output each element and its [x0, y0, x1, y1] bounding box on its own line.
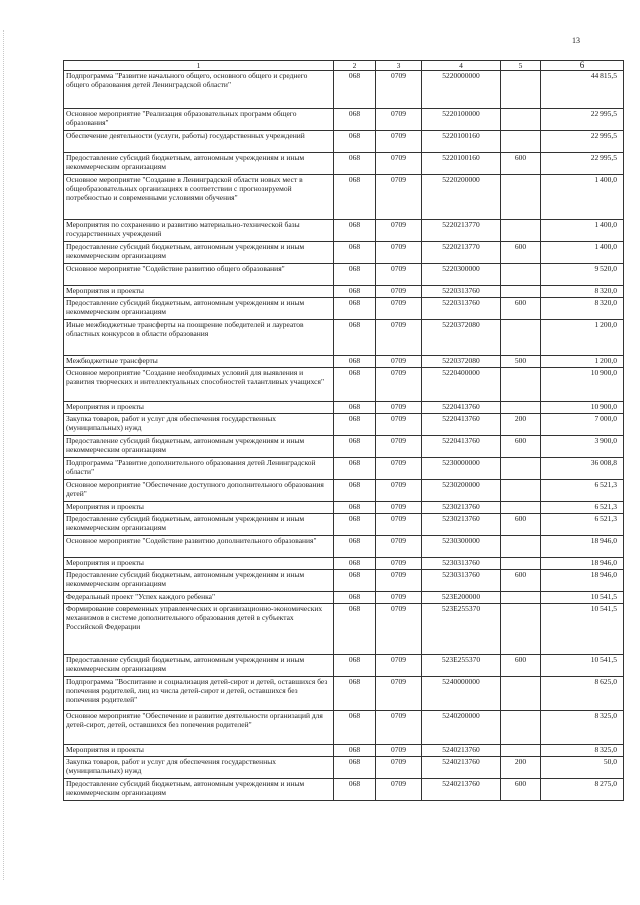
row-code-5: [501, 320, 541, 356]
row-code-3: 0709: [376, 558, 422, 570]
row-code-3: 0709: [376, 71, 422, 109]
row-code-2: 068: [334, 131, 376, 153]
table-row: [64, 320, 624, 356]
row-amount: 18 946,0: [541, 536, 624, 558]
row-code-2: 068: [334, 356, 376, 368]
row-code-4: 5220400000: [422, 368, 501, 402]
table-row: [64, 745, 624, 757]
row-code-4: 5220000000: [422, 71, 501, 109]
row-code-5: [501, 458, 541, 480]
table-row: [64, 220, 624, 242]
row-name: Иные межбюджетные трансферты на поощрение победителей и лауреатов областных конкурсов в области образования: [64, 320, 334, 356]
row-amount: 8 320,0: [541, 286, 624, 298]
row-amount: 8 325,0: [541, 745, 624, 757]
table-header-row: [64, 61, 624, 71]
header-col-3: 3: [376, 61, 422, 71]
row-amount: 3 900,0: [541, 436, 624, 458]
row-code-3: 0709: [376, 480, 422, 502]
row-name: Закупка товаров, работ и услуг для обеспечения государственных (муниципальных) нужд: [64, 757, 334, 779]
row-code-4: 5220313760: [422, 298, 501, 320]
row-code-5: [501, 264, 541, 286]
row-code-2: 068: [334, 711, 376, 745]
row-code-3: 0709: [376, 153, 422, 175]
row-code-3: 0709: [376, 592, 422, 604]
table-row: [64, 109, 624, 131]
row-amount: 10 541,5: [541, 592, 624, 604]
row-code-4: 5220100000: [422, 109, 501, 131]
row-code-3: 0709: [376, 356, 422, 368]
row-code-2: 068: [334, 502, 376, 514]
row-code-4: 5220372080: [422, 320, 501, 356]
row-amount: 9 520,0: [541, 264, 624, 286]
row-code-5: 600: [501, 570, 541, 592]
table-row: [64, 414, 624, 436]
row-name: Предоставление субсидий бюджетным, автономным учреждениям и иным некоммерческим организациям: [64, 514, 334, 536]
row-code-2: 068: [334, 264, 376, 286]
row-code-3: 0709: [376, 131, 422, 153]
row-amount: 8 320,0: [541, 298, 624, 320]
row-code-3: 0709: [376, 502, 422, 514]
row-code-5: [501, 109, 541, 131]
row-name: Предоставление субсидий бюджетным, автономным учреждениям и иным некоммерческим организациям: [64, 655, 334, 677]
row-code-5: [501, 711, 541, 745]
table-row: [64, 570, 624, 592]
row-name: Предоставление субсидий бюджетным, автономным учреждениям и иным некоммерческим организациям: [64, 436, 334, 458]
row-code-3: 0709: [376, 536, 422, 558]
row-amount: 44 815,5: [541, 71, 624, 109]
row-code-3: 0709: [376, 745, 422, 757]
table-row: [64, 604, 624, 655]
row-name: Мероприятия и проекты: [64, 402, 334, 414]
row-code-2: 068: [334, 480, 376, 502]
row-amount: 10 900,0: [541, 402, 624, 414]
row-code-4: 5220100160: [422, 131, 501, 153]
row-code-2: 068: [334, 458, 376, 480]
row-code-3: 0709: [376, 711, 422, 745]
row-name: Основное мероприятие "Реализация образовательных программ общего образования": [64, 109, 334, 131]
row-code-2: 068: [334, 570, 376, 592]
row-code-4: 5230213760: [422, 502, 501, 514]
row-amount: 10 900,0: [541, 368, 624, 402]
row-code-3: 0709: [376, 320, 422, 356]
row-code-2: 068: [334, 514, 376, 536]
row-code-2: 068: [334, 71, 376, 109]
row-amount: 1 400,0: [541, 220, 624, 242]
header-col-1: 1: [64, 61, 334, 71]
row-code-5: 600: [501, 298, 541, 320]
row-code-5: [501, 558, 541, 570]
row-code-4: 5230313760: [422, 570, 501, 592]
header-col-4: 4: [422, 61, 501, 71]
table-row: [64, 502, 624, 514]
row-code-5: [501, 745, 541, 757]
row-code-5: [501, 131, 541, 153]
table-row: [64, 436, 624, 458]
row-code-2: 068: [334, 757, 376, 779]
row-code-4: 5220213770: [422, 220, 501, 242]
header-col-5: 5: [501, 61, 541, 71]
row-amount: 6 521,3: [541, 480, 624, 502]
row-code-4: 523E255370: [422, 655, 501, 677]
table-row: [64, 264, 624, 286]
row-code-4: 5220413760: [422, 414, 501, 436]
table-row: [64, 779, 624, 801]
row-code-2: 068: [334, 153, 376, 175]
row-amount: 1 200,0: [541, 356, 624, 368]
row-name: Мероприятия и проекты: [64, 558, 334, 570]
row-code-4: 5240000000: [422, 677, 501, 711]
row-amount: 10 541,5: [541, 604, 624, 655]
row-code-4: 5220300000: [422, 264, 501, 286]
table-row: [64, 655, 624, 677]
row-name: Предоставление субсидий бюджетным, автономным учреждениям и иным некоммерческим организациям: [64, 242, 334, 264]
row-code-2: 068: [334, 320, 376, 356]
row-code-5: 600: [501, 779, 541, 801]
row-amount: 18 946,0: [541, 570, 624, 592]
row-name: Межбюджетные трансферты: [64, 356, 334, 368]
row-code-4: 5230000000: [422, 458, 501, 480]
row-name: Мероприятия и проекты: [64, 745, 334, 757]
row-code-3: 0709: [376, 757, 422, 779]
row-code-2: 068: [334, 436, 376, 458]
row-amount: 1 200,0: [541, 320, 624, 356]
row-code-4: 5220200000: [422, 175, 501, 220]
row-code-2: 068: [334, 536, 376, 558]
row-code-2: 068: [334, 286, 376, 298]
row-code-4: 5230300000: [422, 536, 501, 558]
row-code-2: 068: [334, 298, 376, 320]
row-name: Предоставление субсидий бюджетным, автономным учреждениям и иным некоммерческим организациям: [64, 153, 334, 175]
row-code-2: 068: [334, 558, 376, 570]
table-row: [64, 592, 624, 604]
row-amount: 36 008,8: [541, 458, 624, 480]
row-code-3: 0709: [376, 109, 422, 131]
row-code-3: 0709: [376, 570, 422, 592]
table-row: [64, 757, 624, 779]
row-code-5: 600: [501, 242, 541, 264]
row-amount: 18 946,0: [541, 558, 624, 570]
row-code-5: 600: [501, 655, 541, 677]
row-code-3: 0709: [376, 298, 422, 320]
row-code-3: 0709: [376, 242, 422, 264]
row-code-5: 600: [501, 436, 541, 458]
row-name: Основное мероприятие "Создание в Ленинградской области новых мест в общеобразовательных организациях в соответствии с прогнозируемой потребностью и современными условиями обучения": [64, 175, 334, 220]
table-row: [64, 458, 624, 480]
row-code-3: 0709: [376, 514, 422, 536]
row-code-4: 5220100160: [422, 153, 501, 175]
table-row: [64, 242, 624, 264]
row-code-2: 068: [334, 242, 376, 264]
row-code-2: 068: [334, 677, 376, 711]
row-amount: 6 521,3: [541, 514, 624, 536]
row-amount: 6 521,3: [541, 502, 624, 514]
row-name: Мероприятия и проекты: [64, 502, 334, 514]
row-code-5: [501, 604, 541, 655]
row-name: Мероприятия по сохранению и развитию материально-технической базы государственных учреждений: [64, 220, 334, 242]
row-code-2: 068: [334, 745, 376, 757]
row-code-5: 200: [501, 757, 541, 779]
row-code-5: 200: [501, 414, 541, 436]
scan-edge-line: [3, 30, 4, 880]
table-row: [64, 558, 624, 570]
row-code-3: 0709: [376, 368, 422, 402]
row-code-2: 068: [334, 402, 376, 414]
row-name: Подпрограмма "Воспитание и социализация детей-сирот и детей, оставшихся без попечения родителей, лиц из числа детей-сирот и детей, оставшихся без попечения родителей": [64, 677, 334, 711]
row-name: Мероприятия и проекты: [64, 286, 334, 298]
row-name: Основное мероприятие "Содействие развитию дополнительного образования": [64, 536, 334, 558]
row-code-3: 0709: [376, 458, 422, 480]
row-code-4: 5230213760: [422, 514, 501, 536]
table-row: [64, 536, 624, 558]
row-code-5: [501, 402, 541, 414]
row-code-5: [501, 677, 541, 711]
row-amount: 8 275,0: [541, 779, 624, 801]
row-code-5: 600: [501, 153, 541, 175]
row-code-3: 0709: [376, 414, 422, 436]
row-name: Основное мероприятие "Создание необходимых условий для выявления и развития творческих и интеллектуальных способностей талантливых учащихся": [64, 368, 334, 402]
row-amount: 8 325,0: [541, 711, 624, 745]
row-code-5: [501, 536, 541, 558]
row-name: Федеральный проект "Успех каждого ребенка": [64, 592, 334, 604]
table-row: [64, 711, 624, 745]
header-col-6: 6: [541, 61, 624, 71]
table-row: [64, 298, 624, 320]
row-code-2: 068: [334, 655, 376, 677]
row-code-5: [501, 480, 541, 502]
table-row: [64, 71, 624, 109]
table-row: [64, 677, 624, 711]
row-name: Предоставление субсидий бюджетным, автономным учреждениям и иным некоммерческим организациям: [64, 570, 334, 592]
row-code-3: 0709: [376, 286, 422, 298]
row-code-4: 5230313760: [422, 558, 501, 570]
page-number: 13: [572, 36, 580, 45]
table-row: [64, 131, 624, 153]
row-name: Обеспечение деятельности (услуги, работы) государственных учреждений: [64, 131, 334, 153]
budget-table: [63, 60, 624, 801]
row-amount: 22 995,5: [541, 131, 624, 153]
row-name: Основное мероприятие "Обеспечение и развитие деятельности организаций для детей-сирот, детей, оставшихся без попечения родителей": [64, 711, 334, 745]
row-code-3: 0709: [376, 677, 422, 711]
row-name: Предоставление субсидий бюджетным, автономным учреждениям и иным некоммерческим организациям: [64, 298, 334, 320]
row-amount: 22 995,5: [541, 153, 624, 175]
row-code-2: 068: [334, 414, 376, 436]
row-code-4: 5220213770: [422, 242, 501, 264]
row-code-4: 5220313760: [422, 286, 501, 298]
row-code-4: 5240200000: [422, 711, 501, 745]
row-code-3: 0709: [376, 779, 422, 801]
row-name: Подпрограмма "Развитие начального общего, основного общего и среднего общего образования детей Ленинградской области": [64, 71, 334, 109]
row-code-2: 068: [334, 592, 376, 604]
row-code-4: 5240213760: [422, 745, 501, 757]
row-code-5: [501, 502, 541, 514]
row-name: Формирование современных управленческих и организационно-экономических механизмов в системе дополнительного образования детей в субъектах Российской Федерации: [64, 604, 334, 655]
row-code-4: 5220413760: [422, 436, 501, 458]
table-row: [64, 175, 624, 220]
row-code-2: 068: [334, 779, 376, 801]
row-name: Подпрограмма "Развитие дополнительного образования детей Ленинградской области": [64, 458, 334, 480]
row-code-4: 5230200000: [422, 480, 501, 502]
row-name: Основное мероприятие "Обеспечение доступного дополнительного образования детей": [64, 480, 334, 502]
row-amount: 1 400,0: [541, 175, 624, 220]
row-code-5: [501, 220, 541, 242]
table-row: [64, 480, 624, 502]
row-code-3: 0709: [376, 604, 422, 655]
row-name: Основное мероприятие "Содействие развитию общего образования": [64, 264, 334, 286]
row-code-3: 0709: [376, 436, 422, 458]
row-code-3: 0709: [376, 175, 422, 220]
row-code-5: [501, 286, 541, 298]
row-code-4: 5220413760: [422, 402, 501, 414]
row-code-4: 523E255370: [422, 604, 501, 655]
row-code-2: 068: [334, 175, 376, 220]
row-code-5: [501, 592, 541, 604]
row-code-2: 068: [334, 109, 376, 131]
row-code-3: 0709: [376, 220, 422, 242]
table-row: [64, 286, 624, 298]
row-amount: 7 000,0: [541, 414, 624, 436]
row-amount: 1 400,0: [541, 242, 624, 264]
row-code-5: [501, 71, 541, 109]
row-code-3: 0709: [376, 655, 422, 677]
row-code-2: 068: [334, 220, 376, 242]
row-code-5: [501, 175, 541, 220]
table-row: [64, 153, 624, 175]
row-code-2: 068: [334, 368, 376, 402]
row-amount: 50,0: [541, 757, 624, 779]
row-code-5: 500: [501, 356, 541, 368]
row-name: Закупка товаров, работ и услуг для обеспечения государственных (муниципальных) нужд: [64, 414, 334, 436]
header-col-2: 2: [334, 61, 376, 71]
row-code-4: 5220372080: [422, 356, 501, 368]
row-amount: 10 541,5: [541, 655, 624, 677]
row-code-5: 600: [501, 514, 541, 536]
table-row: [64, 514, 624, 536]
table-row: [64, 402, 624, 414]
row-code-3: 0709: [376, 402, 422, 414]
table-row: [64, 368, 624, 402]
row-amount: 8 625,0: [541, 677, 624, 711]
row-code-4: 5240213760: [422, 779, 501, 801]
row-code-4: 523E200000: [422, 592, 501, 604]
row-code-5: [501, 368, 541, 402]
row-code-3: 0709: [376, 264, 422, 286]
row-code-4: 5240213760: [422, 757, 501, 779]
row-code-2: 068: [334, 604, 376, 655]
row-amount: 22 995,5: [541, 109, 624, 131]
row-name: Предоставление субсидий бюджетным, автономным учреждениям и иным некоммерческим организациям: [64, 779, 334, 801]
table-row: [64, 356, 624, 368]
